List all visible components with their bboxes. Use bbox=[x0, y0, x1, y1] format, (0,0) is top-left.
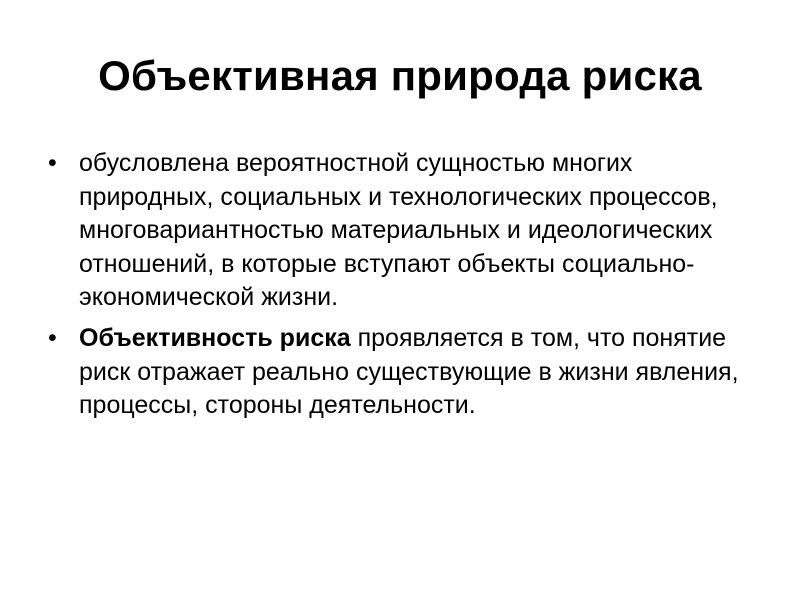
bullet-emphasis: Объективность риска bbox=[79, 323, 351, 352]
bullet-text: проявляется в том, что понятие риск отражает реально существующие в жизни явления, процессы, стороны деятельности. bbox=[79, 323, 739, 420]
bullet-marker: • bbox=[48, 323, 57, 352]
bullet-marker: • bbox=[48, 149, 57, 177]
bullet-item-1 bbox=[48, 147, 748, 315]
bullet-item-2 bbox=[48, 322, 748, 423]
bullet-list bbox=[48, 147, 748, 423]
bullet-text: обусловлена вероятностной сущностью многих природных, социальных и технологических процессов, многовариантностью материальных и идеологических отношений, в которые вступают объекты социально-экономической жизни. bbox=[79, 149, 718, 312]
slide-title: Объективная природа риска bbox=[98, 52, 702, 99]
